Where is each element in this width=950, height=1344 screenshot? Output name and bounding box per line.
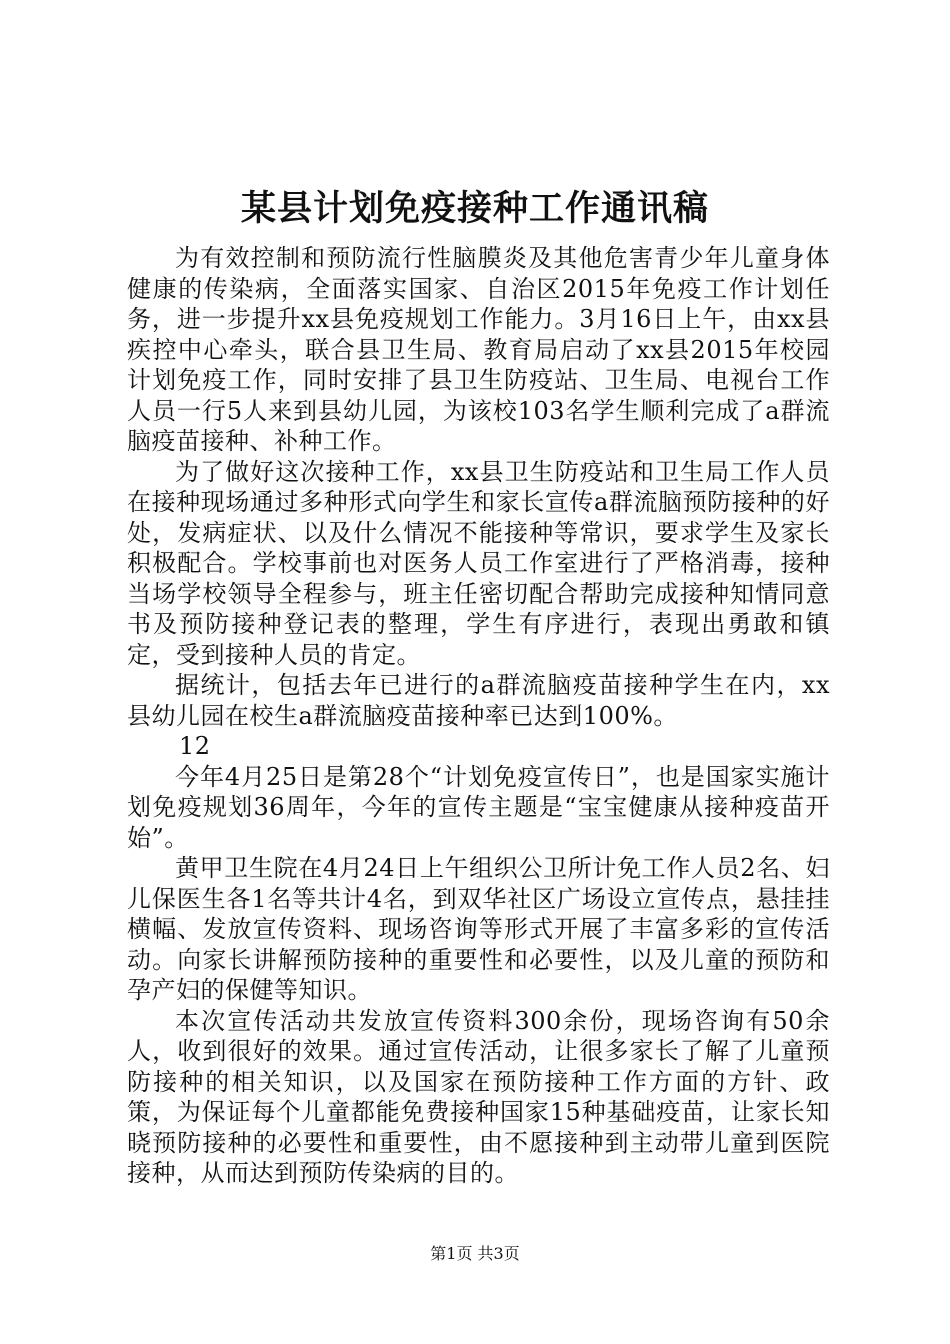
paragraph-intro: 为有效控制和预防流行性脑膜炎及其他危害青少年儿童身体健康的传染病，全面落实国家、自治区2015年免疫工作计划任务，进一步提升xx县免疫规划工作能力。3月16日上午，由xx县疾控中心牵头，联合县卫生局、教育局启动了xx县2015年校园计划免疫工作，同时安排了县卫生防疫站、卫生局、电视台工作人员一行5人来到县幼儿园，为该校103名学生顺利完成了a群流脑疫苗接种、补种工作。 <box>127 244 830 455</box>
paragraph-number: 12 <box>179 732 211 760</box>
page-number: 第1页 共3页 <box>430 1244 520 1263</box>
paragraph-publicity-day: 今年4月25日是第28个“计划免疫宣传日”，也是国家实施计划免疫规划36周年，今年的宣传主题是“宝宝健康从接种疫苗开始”。 <box>127 762 830 852</box>
paragraph-health-center: 黄甲卫生院在4月24日上午组织公卫所计免工作人员2名、妇儿保医生各1名等共计4名，到双华社区广场设立宣传点，悬挂挂横幅、发放宣传资料、现场咨询等形式开展了丰富多彩的宣传活动。向家长讲解预防接种的重要性和必要性，以及儿童的预防和孕产妇的保健等知识。 <box>127 854 830 1004</box>
paragraph-results: 本次宣传活动共发放宣传资料300余份，现场咨询有50余人，收到很好的效果。通过宣传活动，让很多家长了解了儿童预防接种的相关知识，以及国家在预防接种工作方面的方针、政策，为保证每个儿童都能免费接种国家15种基础疫苗，让家长知晓预防接种的必要性和重要性，由不愿接种到主动带儿童到医院接种，从而达到预防传染病的目的。 <box>127 1006 830 1187</box>
paragraph-preparation: 为了做好这次接种工作，xx县卫生防疫站和卫生局工作人员在接种现场通过多种形式向学生和家长宣传a群流脑预防接种的好处，发病症状、以及什么情况不能接种等常识，要求学生及家长积极配合。学校事前也对医务人员工作室进行了严格消毒，接种当场学校领导全程参与，班主任密切配合帮助完成接种知情同意书及预防接种登记表的整理，学生有序进行，表现出勇敢和镇定，受到接种人员的肯定。 <box>127 457 830 669</box>
document-body <box>127 243 830 1189</box>
document-title: 某县计划免疫接种工作通讯稿 <box>240 188 709 229</box>
paragraph-statistics: 据统计，包括去年已进行的a群流脑疫苗接种学生在内，xx县幼儿园在校生a群流脑疫苗接种率已达到100%。 <box>127 671 830 730</box>
